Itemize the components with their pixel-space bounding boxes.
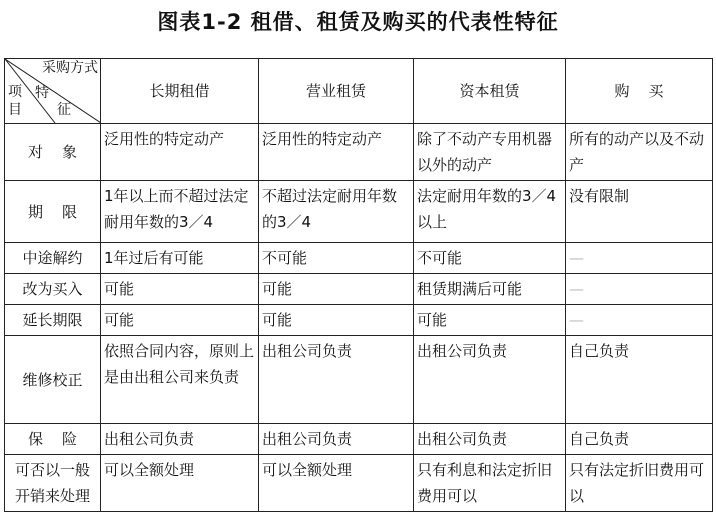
corner-label-feature-1: 特: [35, 85, 49, 101]
corner-label-feature-2: 征: [57, 102, 71, 118]
table-cell: —: [566, 305, 713, 336]
table-cell: 出租公司负责: [259, 424, 414, 455]
row-label: 期 限: [5, 181, 101, 243]
table-cell: 出租公司负责: [414, 336, 566, 424]
table-row: [5, 336, 713, 424]
table-cell: 不可能: [259, 243, 414, 274]
row-label: 维修校正: [5, 336, 101, 424]
row-label: 改为买入: [5, 274, 101, 305]
table-row: [5, 305, 713, 336]
table-cell: 没有限制: [566, 181, 713, 243]
table-cell: 1年以上而不超过法定耐用年数的3／4: [101, 181, 259, 243]
col-header-purchase: 购 买: [566, 59, 713, 124]
table-cell: 可能: [414, 305, 566, 336]
table-cell: 可能: [259, 305, 414, 336]
table-cell: 出租公司负责: [259, 336, 414, 424]
table-cell: 出租公司负责: [101, 424, 259, 455]
row-label: 中途解约: [5, 243, 101, 274]
table-row: [5, 424, 713, 455]
corner-label-item: 项目: [8, 84, 22, 118]
table-cell: 除了不动产专用机器以外的动产: [414, 124, 566, 181]
row-label: 对 象: [5, 124, 101, 181]
table-cell: 可以全额处理: [259, 455, 414, 512]
header-row: [5, 59, 713, 124]
row-label: 保 险: [5, 424, 101, 455]
table-row: [5, 274, 713, 305]
table-cell: 可能: [259, 274, 414, 305]
table-cell: 可能: [101, 274, 259, 305]
table-cell: 泛用性的特定动产: [259, 124, 414, 181]
table-row: [5, 455, 713, 512]
table-cell: 只有法定折旧费用可以: [566, 455, 713, 512]
table-cell: —: [566, 243, 713, 274]
col-header-capital-lease: 资本租赁: [414, 59, 566, 124]
table-cell: 可以全额处理: [101, 455, 259, 512]
corner-label-method: 采购方式: [42, 60, 98, 76]
table-row: [5, 181, 713, 243]
table-cell: 1年过后有可能: [101, 243, 259, 274]
table-cell: 不超过法定耐用年数的3／4: [259, 181, 414, 243]
col-header-operating-lease: 营业租赁: [259, 59, 414, 124]
table-row: [5, 124, 713, 181]
table-cell: 只有利息和法定折旧费用可以: [414, 455, 566, 512]
row-label: 可否以一般开销来处理: [5, 455, 101, 512]
comparison-table: [4, 58, 713, 512]
corner-cell: [5, 59, 101, 124]
table-cell: 所有的动产以及不动产: [566, 124, 713, 181]
table-cell: 不可能: [414, 243, 566, 274]
table-cell: 租赁期满后可能: [414, 274, 566, 305]
table-cell: 自己负责: [566, 336, 713, 424]
table-cell: 法定耐用年数的3／4以上: [414, 181, 566, 243]
table-cell: 依照合同内容，原则上是由出租公司来负责: [101, 336, 259, 424]
table-row: [5, 243, 713, 274]
table-cell: 自己负责: [566, 424, 713, 455]
table-cell: 泛用性的特定动产: [101, 124, 259, 181]
page-title: 图表1-2 租借、租赁及购买的代表性特征: [157, 10, 559, 34]
table-cell: —: [566, 274, 713, 305]
row-label: 延长期限: [5, 305, 101, 336]
table-cell: 可能: [101, 305, 259, 336]
table-cell: 出租公司负责: [414, 424, 566, 455]
col-header-long-term-rental: 长期租借: [101, 59, 259, 124]
